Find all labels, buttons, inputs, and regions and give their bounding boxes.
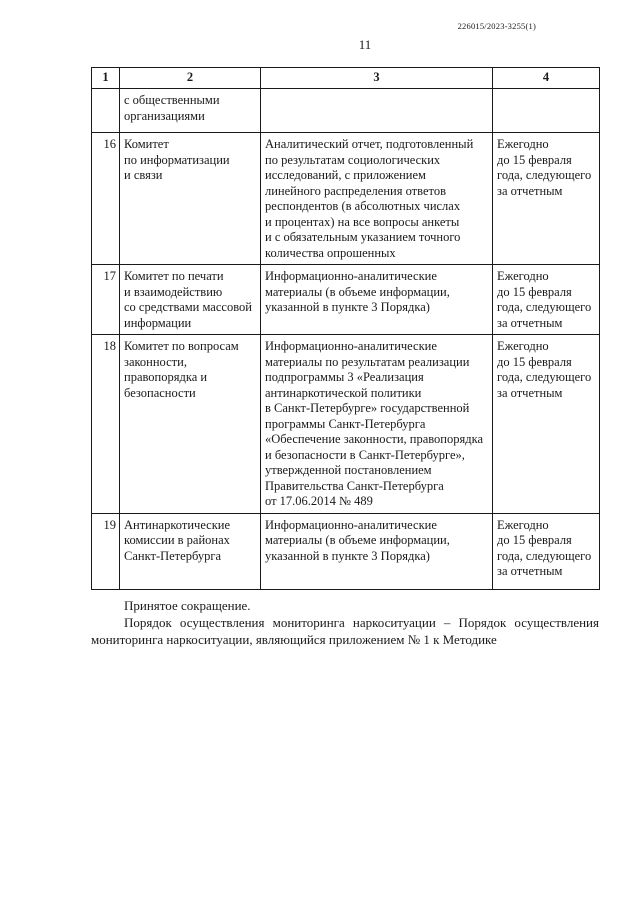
footer-notes [91, 597, 599, 648]
executor-line: по информатизации [124, 152, 230, 167]
document-line: указанной в пункте 3 Порядка) [265, 300, 430, 314]
deadline-line: года, следующего [497, 370, 592, 384]
abbreviation-text: Порядок осуществления мониторинга наркоситуации – Порядок осуществления мониторинга наркоситуации, являющийся приложением № 1 к Методике [91, 615, 599, 647]
executor-line: информации [124, 315, 192, 330]
document-line: Аналитический отчет, подготовленный [265, 137, 474, 151]
cell-executor [120, 513, 261, 589]
deadline-line: Ежегодно [497, 269, 549, 283]
document-line: антинаркотической политики [265, 385, 422, 400]
row-number [92, 89, 120, 133]
executor-line: Комитет [124, 137, 169, 151]
cell-deadline [493, 265, 600, 335]
deadline-line: до 15 февраля [497, 284, 572, 299]
document-line: материалы по результатам реализации [265, 354, 470, 369]
cell-document [261, 265, 493, 335]
executor-line: с общественными [124, 93, 220, 107]
table-row [92, 133, 600, 265]
abbreviation-title: Принятое сокращение. [124, 598, 251, 613]
table-row [92, 335, 600, 514]
executor-line: Комитет по вопросам [124, 339, 239, 353]
executor-line: и связи [124, 168, 163, 182]
row-number: 16 [92, 133, 120, 265]
document-line: и с обязательным указанием точного [265, 230, 461, 244]
row-number: 18 [92, 335, 120, 514]
executor-line: Антинаркотические [124, 517, 231, 532]
document-line: респондентов (в абсолютных числах [265, 199, 461, 213]
executor-line: законности, [124, 354, 187, 369]
document-line: Информационно-аналитические [265, 339, 437, 353]
document-line: программы Санкт-Петербурга [265, 416, 426, 431]
document-line: от 17.06.2014 № 489 [265, 494, 373, 508]
table-row [92, 265, 600, 335]
cell-document [261, 513, 493, 589]
cell-deadline [493, 89, 600, 133]
document-line: количества опрошенных [265, 245, 396, 260]
deadline-line: года, следующего [497, 548, 592, 563]
executor-line: организациями [124, 108, 205, 123]
monitoring-table [91, 67, 600, 590]
cell-executor [120, 89, 261, 133]
page-number: 11 [358, 37, 372, 52]
deadline-line: за отчетным [497, 564, 563, 578]
document-line: материалы (в объеме информации, [265, 533, 450, 547]
deadline-line: года, следующего [497, 300, 592, 314]
executor-line: безопасности [124, 385, 196, 400]
document-id: 226015/2023-3255(1) [457, 21, 536, 31]
deadline-line: за отчетным [497, 385, 563, 400]
column-header: 3 [261, 68, 493, 89]
document-line: и безопасности в Санкт-Петербурге», [265, 447, 465, 462]
table-body [92, 89, 600, 590]
deadline-line: за отчетным [497, 315, 563, 330]
document-line: по результатам социологических [265, 152, 441, 167]
document-line: утвержденной постановлением [265, 463, 432, 477]
column-header: 2 [120, 68, 261, 89]
document-line: «Обеспечение законности, правопорядка [265, 432, 484, 446]
document-line: Информационно-аналитические [265, 517, 437, 532]
deadline-line: года, следующего [497, 168, 592, 182]
cell-document [261, 335, 493, 514]
deadline-line: до 15 февраля [497, 354, 572, 369]
document-line: материалы (в объеме информации, [265, 284, 450, 299]
document-line: подпрограммы 3 «Реализация [265, 370, 424, 384]
cell-deadline [493, 133, 600, 265]
executor-line: Санкт-Петербурга [124, 548, 222, 563]
document-line: и процентах) на все вопросы анкеты [265, 214, 460, 229]
deadline-line: Ежегодно [497, 339, 549, 353]
column-header: 1 [92, 68, 120, 89]
executor-line: и взаимодействию [124, 284, 223, 299]
cell-deadline [493, 513, 600, 589]
column-header: 4 [493, 68, 600, 89]
document-line: указанной в пункте 3 Порядка) [265, 548, 430, 563]
executor-line: Комитет по печати [124, 269, 224, 283]
document-line: в Санкт-Петербурге» государственной [265, 401, 470, 415]
cell-executor [120, 335, 261, 514]
cell-executor [120, 265, 261, 335]
cell-executor [120, 133, 261, 265]
table-header-row [92, 68, 600, 89]
table-row [92, 513, 600, 589]
document-line: линейного распределения ответов [265, 183, 446, 198]
cell-document [261, 89, 493, 133]
document-line: Правительства Санкт-Петербурга [265, 478, 444, 493]
document-line: исследований, с приложением [265, 168, 426, 182]
table-row [92, 89, 600, 133]
deadline-line: до 15 февраля [497, 152, 572, 167]
deadline-line: за отчетным [497, 183, 563, 198]
executor-line: комиссии в районах [124, 533, 230, 547]
row-number: 19 [92, 513, 120, 589]
deadline-line: Ежегодно [497, 137, 549, 151]
row-number: 17 [92, 265, 120, 335]
executor-line: со средствами массовой [124, 300, 252, 314]
cell-document [261, 133, 493, 265]
deadline-line: до 15 февраля [497, 533, 572, 547]
document-line: Информационно-аналитические [265, 269, 437, 283]
cell-deadline [493, 335, 600, 514]
deadline-line: Ежегодно [497, 517, 549, 532]
executor-line: правопорядка и [124, 370, 208, 384]
